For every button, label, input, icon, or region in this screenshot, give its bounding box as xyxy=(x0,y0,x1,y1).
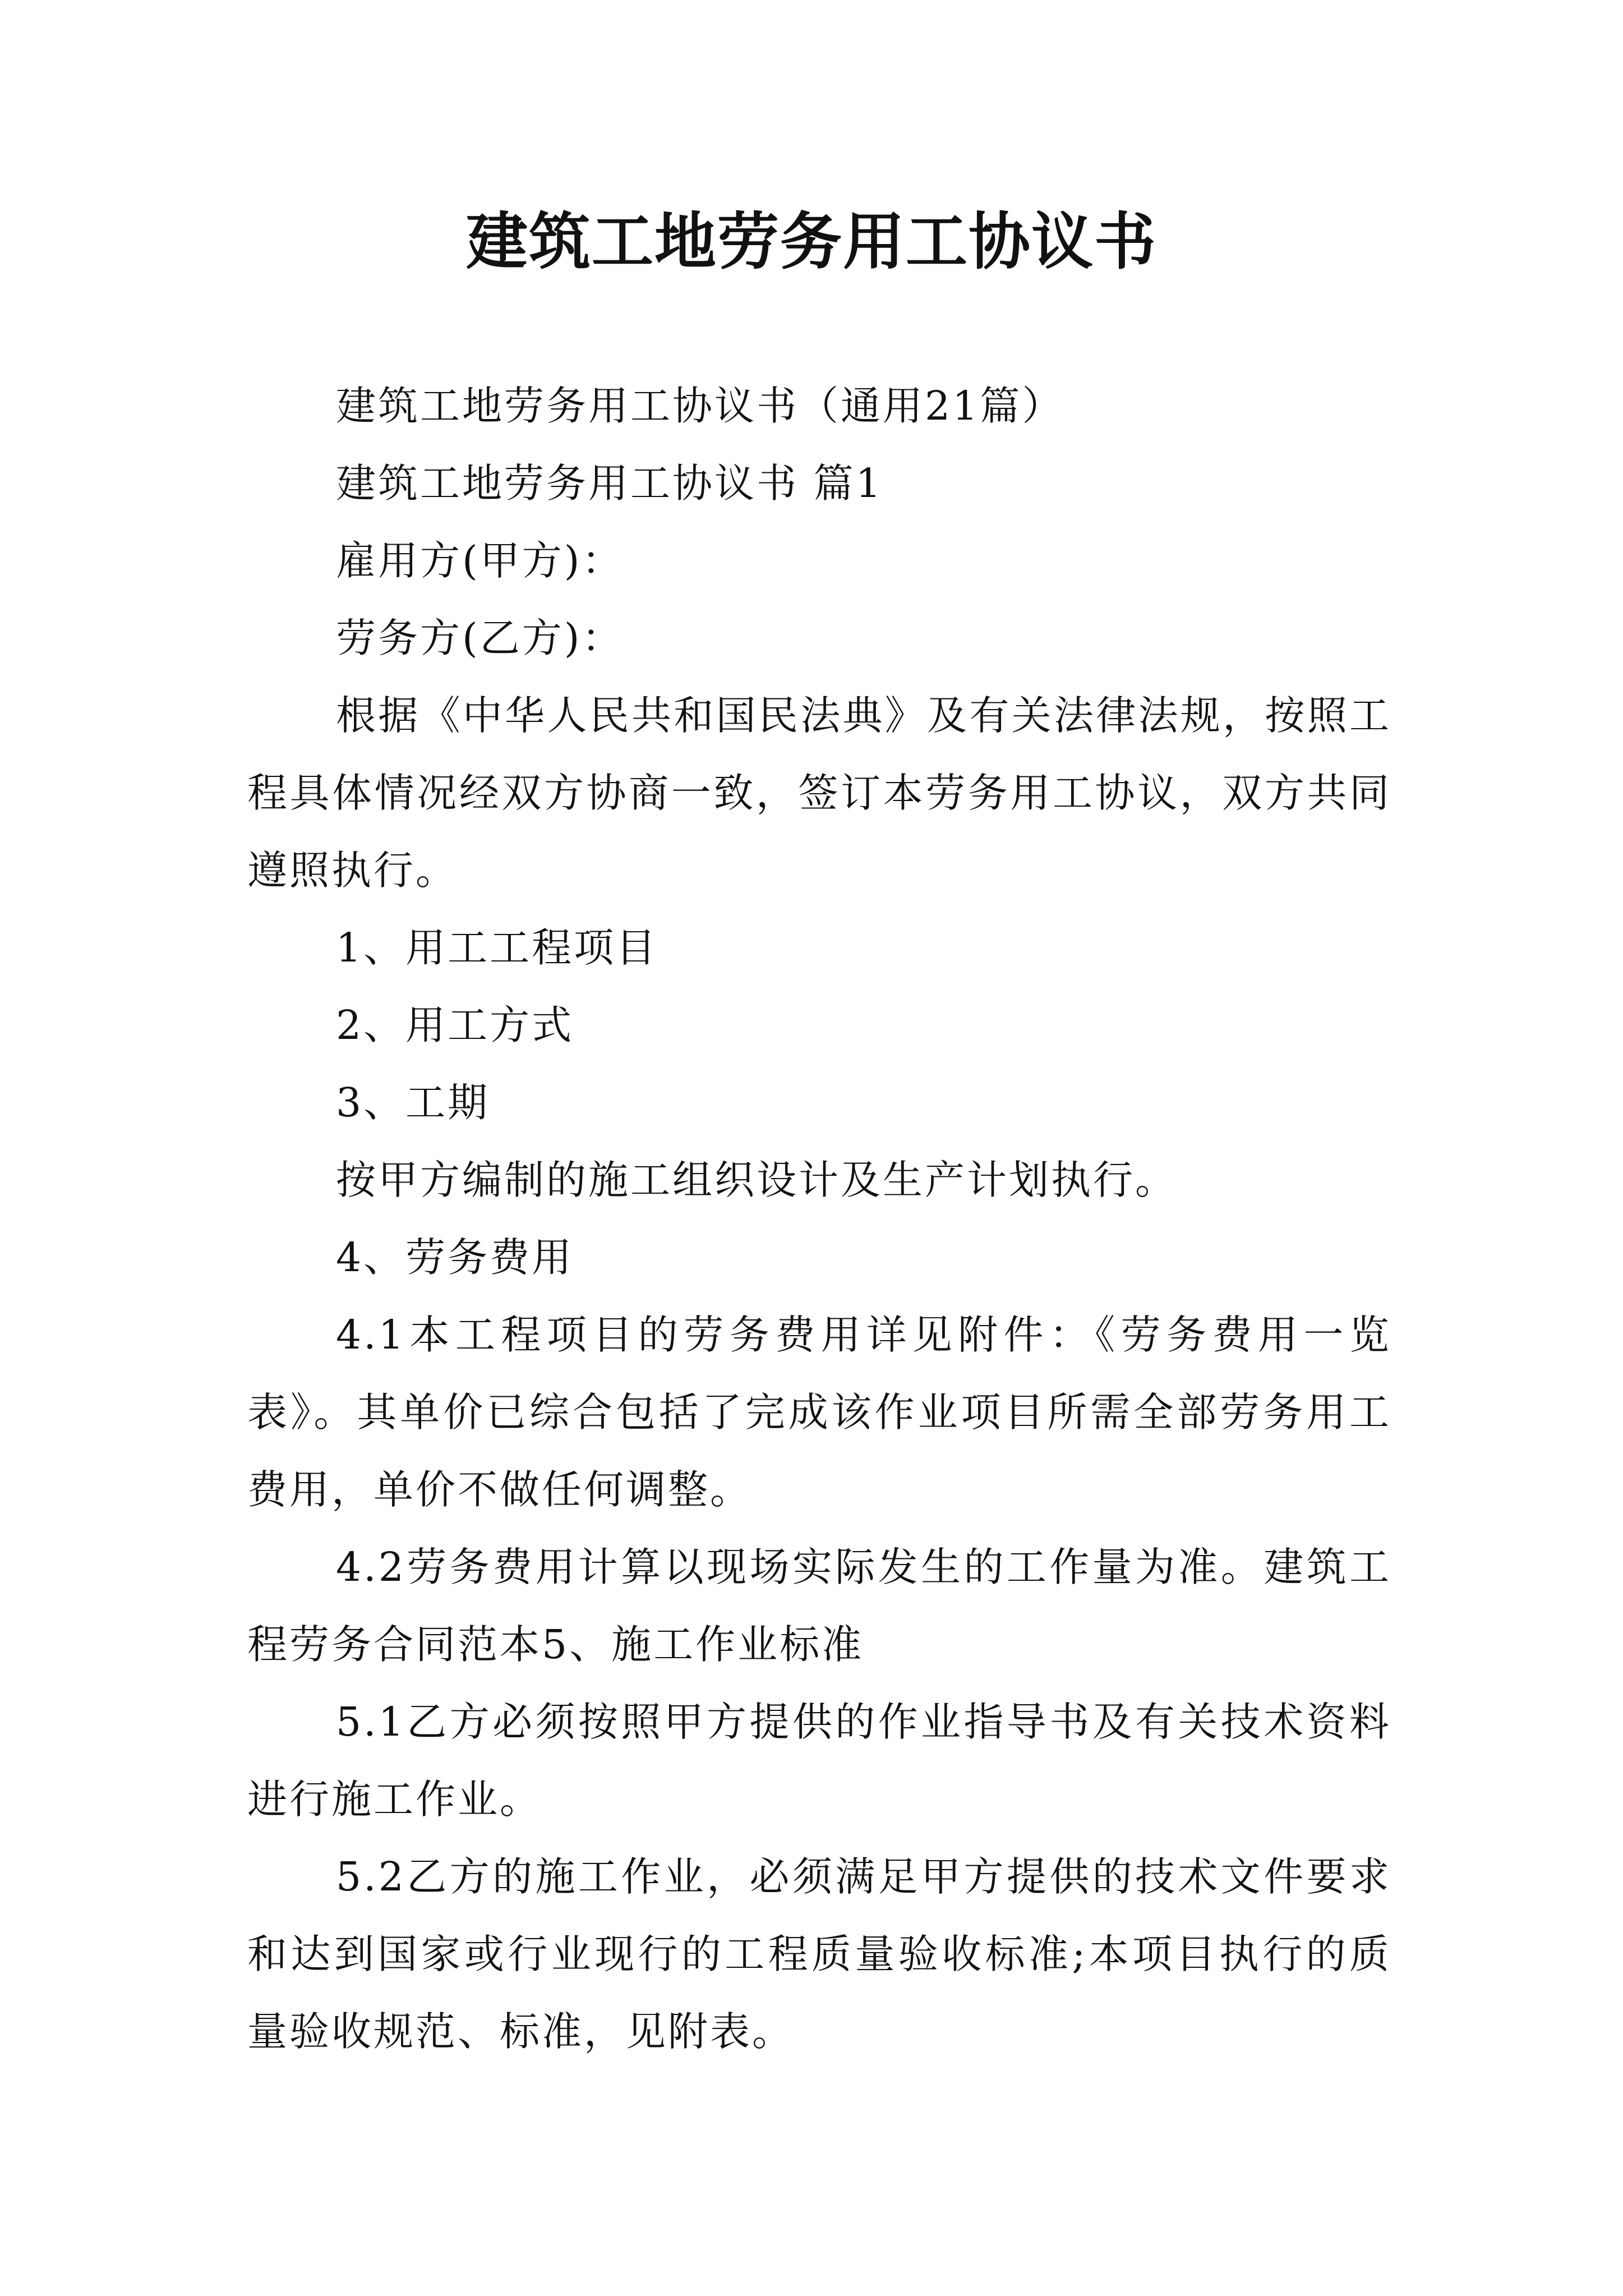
paragraph-section-1: 1、用工工程项目 xyxy=(336,924,658,971)
paragraph-section-4: 4、劳务费用 xyxy=(336,1234,574,1281)
paragraph-section-5-1: 5.1乙方必须按照甲方提供的作业指导书及有关技术资料进行施工作业。 xyxy=(247,1699,1391,1823)
paragraph-section-5-2: 5.2乙方的施工作业，必须满足甲方提供的技术文件要求和达到国家或行业现行的工程质量验收标准;本项目执行的质量验收规范、标准，见附表。 xyxy=(247,1853,1391,2055)
paragraph-section-4-2: 4.2劳务费用计算以现场实际发生的工作量为准。建筑工程劳务合同范本5、施工作业标准 xyxy=(247,1544,1391,1668)
paragraph-chapter-heading: 建筑工地劳务用工协议书 篇1 xyxy=(336,460,883,507)
paragraph-section-4-1: 4.1本工程项目的劳务费用详见附件：《劳务费用一览表》。其单价已综合包括了完成该作业项目所需全部劳务用工费用，单价不做任何调整。 xyxy=(247,1312,1391,1513)
paragraph-section-3: 3、工期 xyxy=(336,1079,490,1126)
paragraph-party-a: 雇用方(甲方)： xyxy=(336,537,624,584)
paragraph-collection-title: 建筑工地劳务用工协议书（通用21篇） xyxy=(336,383,1064,429)
paragraph-party-b: 劳务方(乙方)： xyxy=(336,615,624,661)
paragraph-section-2: 2、用工方式 xyxy=(336,1002,574,1048)
paragraph-section-3-text: 按甲方编制的施工组织设计及生产计划执行。 xyxy=(336,1157,1178,1203)
document-title: 建筑工地劳务用工协议书 xyxy=(466,205,1157,278)
paragraph-preamble: 根据《中华人民共和国民法典》及有关法律法规，按照工程具体情况经双方协商一致，签订本劳务用工协议，双方共同遵照执行。 xyxy=(247,692,1391,894)
document-body xyxy=(247,367,1391,2070)
